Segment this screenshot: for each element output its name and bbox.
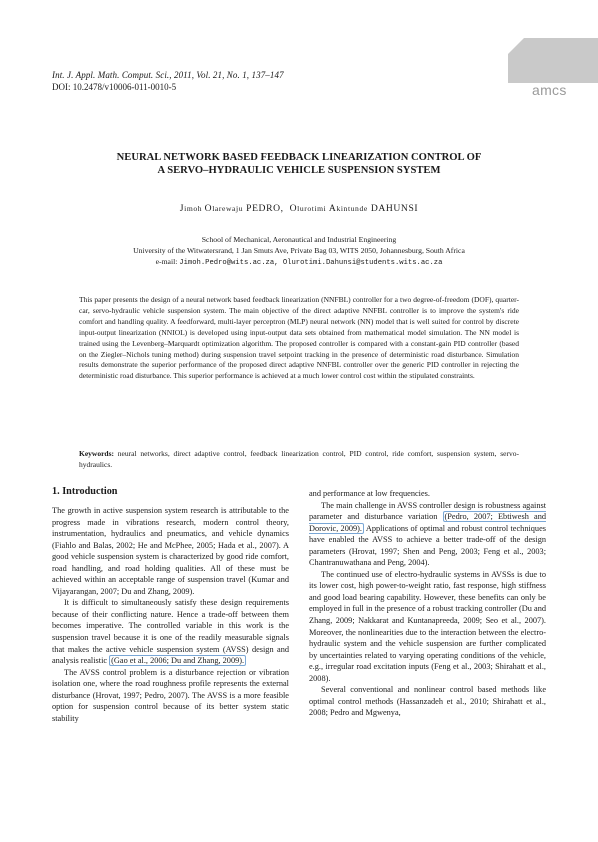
affiliation-line-2: University of the Witwatersrand, 1 Jan Smuts Ave, Private Bag 03, WITS 2050, Johannesburg, South Africa xyxy=(133,246,465,255)
author-1-first-rest: imoh xyxy=(184,204,205,213)
paper-title xyxy=(40,151,558,177)
email-label: e-mail: xyxy=(155,257,178,266)
author-2-initial: O xyxy=(289,203,298,214)
author-1-middle-rest: larewaju xyxy=(212,204,244,213)
paragraph-1: The growth in active suspension system research is attributable to the progress made in vibrations research, modern control theory, instrumentation, hydraulics and pneumatics, and vehicle dynamics (Fiahlo and Balas, 2002; He and McPhee, 2005; Hada et al., 2007). A good vehicle suspension system is characterized by good ride comfort, road handling, and road holding qualities. All of these must be achieved within an acceptable range of suspension travel (Kumar and Vijayarangan, 2007; Du and Zhang, 2009). xyxy=(52,506,289,596)
author-2-middle-initial: A xyxy=(328,203,337,214)
citation-link[interactable]: (Pedro, 2007; Ebtiwesh and Dorovic, 2009). xyxy=(309,512,546,533)
email-line xyxy=(40,256,558,269)
paragraph-continued: and performance at low frequencies. xyxy=(309,489,430,498)
paragraph-2 xyxy=(52,597,289,666)
paragraph-5: The continued use of electro-hydraulic systems in AVSSs is due to its lower cost, high power-to-weight ratio, fast response, high stiffness and good load bearing capability. However, these benefits can only be employed in full in the presence of a robust tracking controller (Du and Zhang, 2009; Nakkarat and Kuntanapreeda, 2009; Seo et al., 2007). Moreover, the nonlinearities due to the interaction between the electro-hydraulic system and the vehicle suspension are further complicated by uncertainties related to varying operating conditions of the vehicle, e.g., irregular road excitation inputs (Feng et al., 2003; Shirahatt et al., 2008). xyxy=(309,569,546,683)
author-2 xyxy=(290,203,419,214)
right-column xyxy=(309,488,546,719)
paragraph-4-text: The main challenge in AVSS controller design is robustness against parameter and disturbance variation xyxy=(309,500,546,522)
paragraph-2-text: It is difficult to simultaneously satisfy these design requirements because of their conflicting nature. Hence a trade-off between them becomes imperative. The controlled variable in this work is the suspension travel because it is one of the readily measurable signals that makes the active vehicle suspension system (AVSS) design and analysis realistic xyxy=(52,598,289,666)
paragraph-6: Several conventional and nonlinear control based methods like optimal control methods (Hassanzadeh et al., 2010; Shirahatt et al., 2008; Pedro and Mgwenya, xyxy=(309,685,546,718)
doi-line: DOI: 10.2478/v10006-011-0010-5 xyxy=(52,82,177,92)
author-1-last: PEDRO, xyxy=(246,203,284,214)
citation-link[interactable]: (Gao et al., 2006; Du and Zhang, 2009). xyxy=(111,656,245,666)
email-addresses: Jimoh.Pedro@wits.ac.za, Olurotimi.Dahunsi@students.wits.ac.za xyxy=(179,259,443,267)
keywords-label: Keywords: xyxy=(79,449,114,458)
author-list xyxy=(40,203,558,214)
keywords xyxy=(79,449,519,471)
author-2-middle-rest: kintunde xyxy=(336,204,368,213)
affiliation xyxy=(40,234,558,269)
paragraph-4-text-after: Applications of optimal and robust control techniques have enabled the AVSS to achieve a better trade-off of the design parameters (Hrovat, 1997; Shen and Peng, 2003; Feng et al., 2003; Chantranuwathana and Peng, 2004). xyxy=(309,523,546,568)
left-column xyxy=(52,505,289,724)
author-2-first-rest: lurotimi xyxy=(297,204,329,213)
logo-corner-cut xyxy=(508,38,524,54)
journal-logo xyxy=(508,38,598,116)
author-2-last: DAHUNSI xyxy=(370,203,419,214)
author-1-middle-initial: O xyxy=(204,203,213,214)
author-1-initial: J xyxy=(179,203,185,214)
journal-citation: Int. J. Appl. Math. Comput. Sci., 2011, Vol. 21, No. 1, 137–147 xyxy=(52,70,284,80)
logo-text: amcs xyxy=(532,82,567,98)
affiliation-line-1: School of Mechanical, Aeronautical and Industrial Engineering xyxy=(201,235,397,244)
abstract: This paper presents the design of a neural network based feedback linearization (NNFBL) controller for a two degree-of-freedom (DOF), quarter-car, servo-hydraulic vehicle suspension system. The main objective of the direct adaptive NNFBL controller is to improve the system's ride comfort and handling quality. A feedforward, multi-layer perceptron (MLP) neural network (NN) model that is well suited for control by discrete input-output linearization (NNIOL) is developed using input-output data sets obtained from mathematical model simulation. The NN model is trained using the Levenberg–Marquardt optimization algorithm. The proposed controller is compared with a constant-gain PID controller (based on the Ziegler–Nichols tuning method) during suspension travel setpoint tracking in the presence of deterministic road disturbance. Simulation results demonstrate the superior performance of the proposed direct adaptive NNFBL controller over the generic PID controller in rejecting the deterministic road disturbance. This superior performance is achieved at a much lower control cost within the stipulated constraints. xyxy=(79,295,519,381)
paragraph-4 xyxy=(309,500,546,569)
keywords-text: neural networks, direct adaptive control, feedback linearization control, PID control, ride comfort, suspension system, servo-hydraulics. xyxy=(79,449,519,469)
title-line-2: A SERVO–HYDRAULIC VEHICLE SUSPENSION SYSTEM xyxy=(157,165,441,176)
paragraph-3: The AVSS control problem is a disturbance rejection or vibration isolation one, where the road roughness profile represents the external disturbance (Hrovat, 1997; Pedro, 2007). The AVSS is a more feasible option for suspension control because of its better system static stability xyxy=(52,667,289,723)
author-1 xyxy=(180,203,284,214)
title-line-1: NEURAL NETWORK BASED FEEDBACK LINEARIZATION CONTROL OF xyxy=(116,152,482,163)
section-heading: 1. Introduction xyxy=(52,486,118,497)
